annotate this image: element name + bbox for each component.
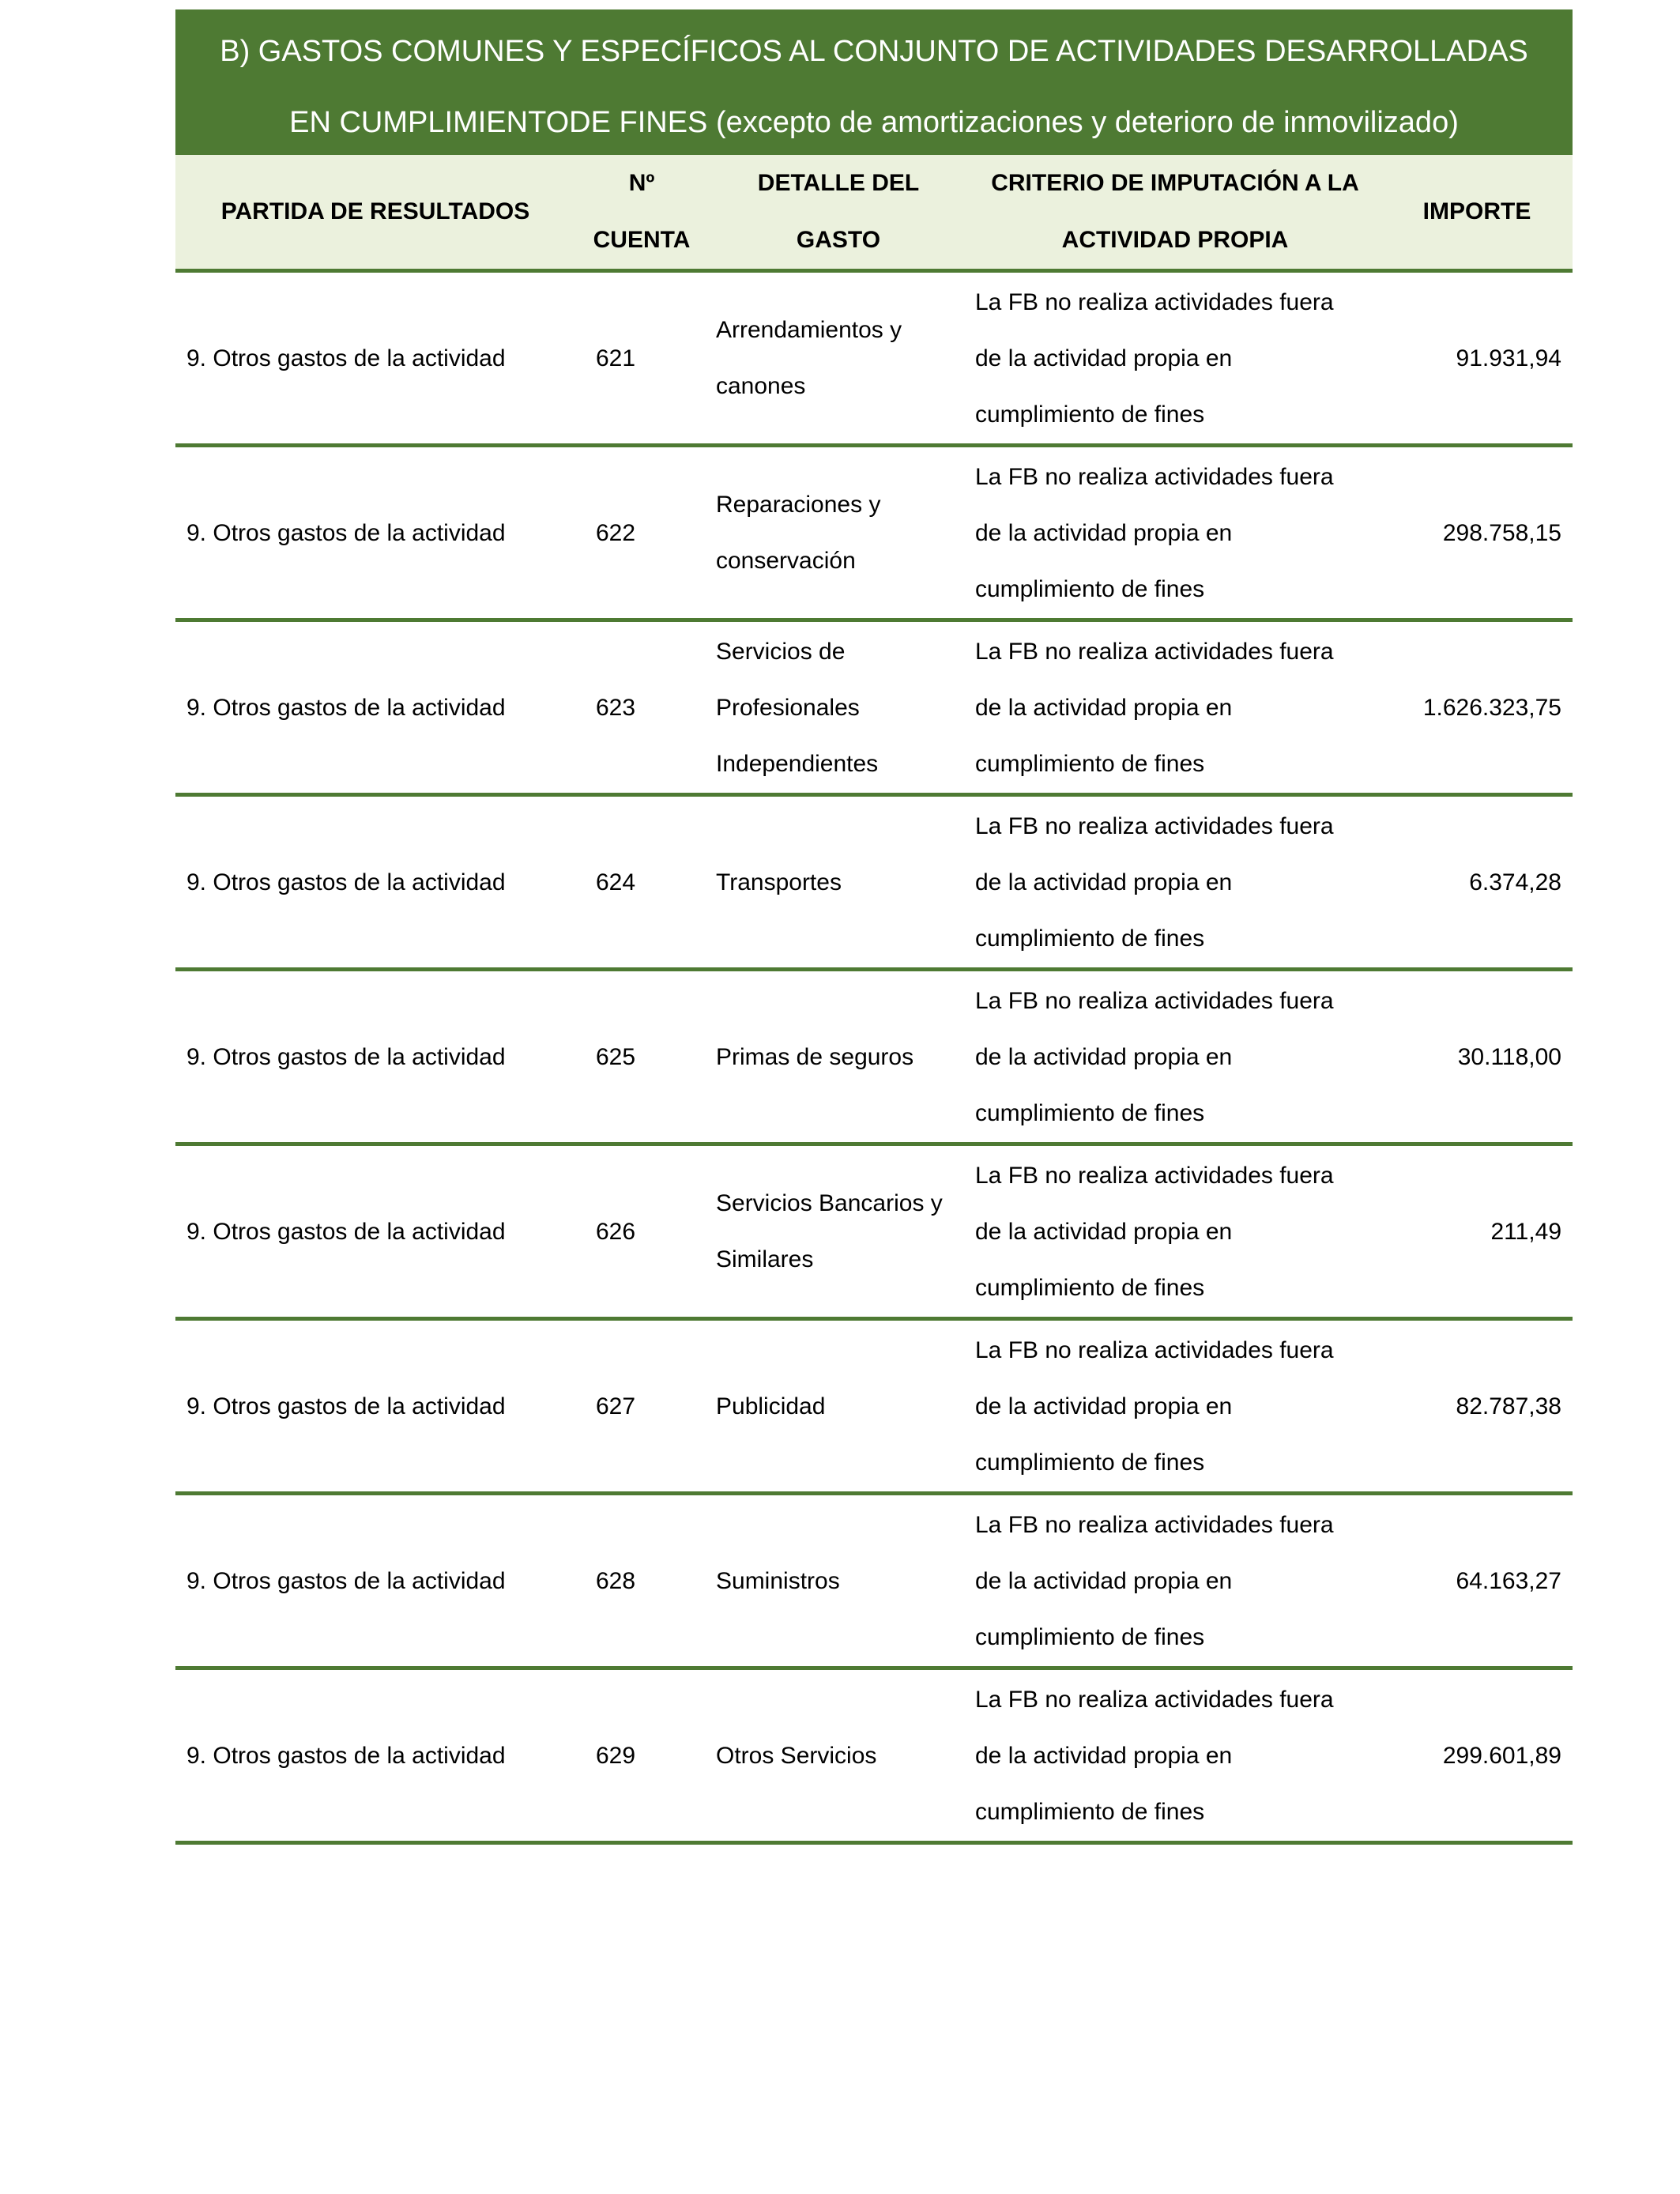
- table-row: [175, 447, 1573, 622]
- criterio-line: de la actividad propia en: [975, 694, 1233, 721]
- partida-text: 9. Otros gastos de la actividad: [186, 1567, 506, 1594]
- cell-importe: [1381, 447, 1573, 618]
- cell-detalle: [708, 1146, 969, 1317]
- detalle-line: Primas de seguros: [716, 1043, 914, 1070]
- cell-partida: [175, 1321, 575, 1491]
- detalle-line: Arrendamientos y: [716, 317, 902, 343]
- criterio-line: La FB no realiza actividades fuera: [975, 638, 1334, 665]
- expenses-table: [175, 9, 1573, 1845]
- cell-importe: [1381, 1670, 1573, 1841]
- header-criterio-label-1: CRITERIO DE IMPUTACIÓN A LA: [991, 170, 1359, 196]
- cell-importe: [1381, 273, 1573, 443]
- cell-cuenta: [575, 447, 708, 618]
- cell-detalle: [708, 447, 969, 618]
- cell-detalle: [708, 1670, 969, 1841]
- cell-partida: [175, 971, 575, 1142]
- importe-value: 64.163,27: [1456, 1567, 1561, 1594]
- table-row: [175, 622, 1573, 797]
- cell-partida: [175, 797, 575, 967]
- detalle-line: Servicios Bancarios y: [716, 1190, 943, 1216]
- partida-text: 9. Otros gastos de la actividad: [186, 1742, 506, 1769]
- importe-value: 298.758,15: [1442, 519, 1561, 546]
- cuenta-number: 621: [596, 345, 636, 371]
- cell-criterio: [969, 622, 1381, 793]
- criterio-line: de la actividad propia en: [975, 1393, 1233, 1419]
- cell-partida: [175, 1146, 575, 1317]
- cell-cuenta: [575, 797, 708, 967]
- criterio-line: La FB no realiza actividades fuera: [975, 288, 1334, 315]
- partida-text: 9. Otros gastos de la actividad: [186, 345, 506, 371]
- criterio-line: de la actividad propia en: [975, 519, 1233, 546]
- criterio-line: cumplimiento de fines: [975, 1274, 1205, 1301]
- detalle-line: canones: [716, 373, 806, 399]
- criterio-line: cumplimiento de fines: [975, 1623, 1205, 1650]
- importe-value: 299.601,89: [1442, 1742, 1561, 1769]
- cuenta-number: 627: [596, 1393, 636, 1419]
- cell-partida: [175, 1670, 575, 1841]
- cell-criterio: [969, 1321, 1381, 1491]
- partida-text: 9. Otros gastos de la actividad: [186, 1393, 506, 1419]
- cuenta-number: 623: [596, 694, 636, 721]
- cell-criterio: [969, 1670, 1381, 1841]
- cuenta-number: 622: [596, 519, 636, 546]
- cell-partida: [175, 273, 575, 443]
- cell-criterio: [969, 971, 1381, 1142]
- header-cuenta-label-1: Nº: [628, 170, 655, 196]
- criterio-line: cumplimiento de fines: [975, 1449, 1205, 1476]
- cuenta-number: 629: [596, 1742, 636, 1769]
- cell-cuenta: [575, 273, 708, 443]
- importe-value: 6.374,28: [1469, 869, 1561, 895]
- criterio-line: cumplimiento de fines: [975, 1798, 1205, 1825]
- criterio-line: de la actividad propia en: [975, 345, 1233, 371]
- cell-cuenta: [575, 622, 708, 793]
- table-title-line-1: B) GASTOS COMUNES Y ESPECÍFICOS AL CONJUNTO DE ACTIVIDADES DESARROLLADAS: [220, 35, 1528, 68]
- cell-criterio: [969, 273, 1381, 443]
- cuenta-number: 625: [596, 1043, 636, 1070]
- cell-cuenta: [575, 1495, 708, 1666]
- importe-value: 30.118,00: [1457, 1043, 1561, 1070]
- cell-detalle: [708, 797, 969, 967]
- detalle-line: Reparaciones y: [716, 492, 881, 518]
- criterio-line: La FB no realiza actividades fuera: [975, 987, 1334, 1014]
- detalle-line: Publicidad: [716, 1393, 826, 1419]
- header-criterio-label-2: ACTIVIDAD PROPIA: [1061, 227, 1289, 253]
- table-row: [175, 273, 1573, 447]
- header-cuenta-label-2: CUENTA: [593, 227, 691, 253]
- importe-value: 91.931,94: [1456, 345, 1561, 371]
- table-row: [175, 1321, 1573, 1495]
- detalle-line: Independientes: [716, 750, 879, 777]
- importe-value: 82.787,38: [1456, 1393, 1561, 1419]
- criterio-line: La FB no realiza actividades fuera: [975, 463, 1334, 490]
- cell-detalle: [708, 971, 969, 1142]
- cell-detalle: [708, 273, 969, 443]
- criterio-line: cumplimiento de fines: [975, 925, 1205, 952]
- partida-text: 9. Otros gastos de la actividad: [186, 694, 506, 721]
- cell-cuenta: [575, 1670, 708, 1841]
- detalle-line: conservación: [716, 548, 856, 574]
- header-importe-label: IMPORTE: [1422, 198, 1531, 224]
- table-title-line-2: EN CUMPLIMIENTODE FINES (excepto de amortizaciones y deterioro de inmovilizado): [289, 106, 1459, 139]
- cell-detalle: [708, 1321, 969, 1491]
- table-body: [175, 273, 1573, 1845]
- cuenta-number: 628: [596, 1567, 636, 1594]
- criterio-line: La FB no realiza actividades fuera: [975, 1162, 1334, 1189]
- header-detalle-label-2: GASTO: [796, 227, 881, 253]
- criterio-line: de la actividad propia en: [975, 1567, 1233, 1594]
- importe-value: 1.626.323,75: [1422, 694, 1561, 721]
- cell-importe: [1381, 1321, 1573, 1491]
- importe-value: 211,49: [1490, 1218, 1561, 1245]
- criterio-line: de la actividad propia en: [975, 869, 1233, 895]
- table-title-band: [175, 9, 1573, 155]
- partida-text: 9. Otros gastos de la actividad: [186, 869, 506, 895]
- cell-detalle: [708, 1495, 969, 1666]
- table-row: [175, 1146, 1573, 1321]
- criterio-line: La FB no realiza actividades fuera: [975, 1511, 1334, 1538]
- criterio-line: La FB no realiza actividades fuera: [975, 1686, 1334, 1713]
- criterio-line: cumplimiento de fines: [975, 750, 1205, 777]
- cell-cuenta: [575, 971, 708, 1142]
- cell-importe: [1381, 1495, 1573, 1666]
- table-header-row: [175, 155, 1573, 273]
- cell-importe: [1381, 622, 1573, 793]
- table-row: [175, 971, 1573, 1146]
- header-partida-label: PARTIDA DE RESULTADOS: [220, 198, 530, 224]
- detalle-line: Servicios de: [716, 638, 846, 665]
- header-cuenta: [575, 155, 708, 269]
- detalle-line: Similares: [716, 1246, 814, 1272]
- cell-importe: [1381, 971, 1573, 1142]
- criterio-line: cumplimiento de fines: [975, 575, 1205, 602]
- partida-text: 9. Otros gastos de la actividad: [186, 519, 506, 546]
- criterio-line: de la actividad propia en: [975, 1742, 1233, 1769]
- header-detalle: [708, 155, 969, 269]
- detalle-line: Transportes: [716, 869, 842, 895]
- partida-text: 9. Otros gastos de la actividad: [186, 1043, 506, 1070]
- cuenta-number: 624: [596, 869, 636, 895]
- table-row: [175, 1495, 1573, 1670]
- cell-cuenta: [575, 1146, 708, 1317]
- criterio-line: de la actividad propia en: [975, 1043, 1233, 1070]
- cell-criterio: [969, 1146, 1381, 1317]
- criterio-line: cumplimiento de fines: [975, 1099, 1205, 1126]
- partida-text: 9. Otros gastos de la actividad: [186, 1218, 506, 1245]
- cell-criterio: [969, 1495, 1381, 1666]
- cell-partida: [175, 622, 575, 793]
- cell-importe: [1381, 797, 1573, 967]
- cell-criterio: [969, 447, 1381, 618]
- header-criterio: [969, 155, 1381, 269]
- header-detalle-label-1: DETALLE DEL: [757, 170, 920, 196]
- detalle-line: Otros Servicios: [716, 1742, 877, 1769]
- criterio-line: de la actividad propia en: [975, 1218, 1233, 1245]
- cell-importe: [1381, 1146, 1573, 1317]
- criterio-line: cumplimiento de fines: [975, 401, 1205, 428]
- detalle-line: Suministros: [716, 1567, 840, 1594]
- header-importe: [1381, 155, 1573, 269]
- cell-criterio: [969, 797, 1381, 967]
- header-partida: [175, 155, 575, 269]
- criterio-line: La FB no realiza actividades fuera: [975, 812, 1334, 839]
- criterio-line: La FB no realiza actividades fuera: [975, 1336, 1334, 1363]
- table-row: [175, 797, 1573, 971]
- detalle-line: Profesionales: [716, 694, 860, 721]
- cuenta-number: 626: [596, 1218, 636, 1245]
- cell-partida: [175, 447, 575, 618]
- cell-detalle: [708, 622, 969, 793]
- cell-cuenta: [575, 1321, 708, 1491]
- table-row: [175, 1670, 1573, 1845]
- cell-partida: [175, 1495, 575, 1666]
